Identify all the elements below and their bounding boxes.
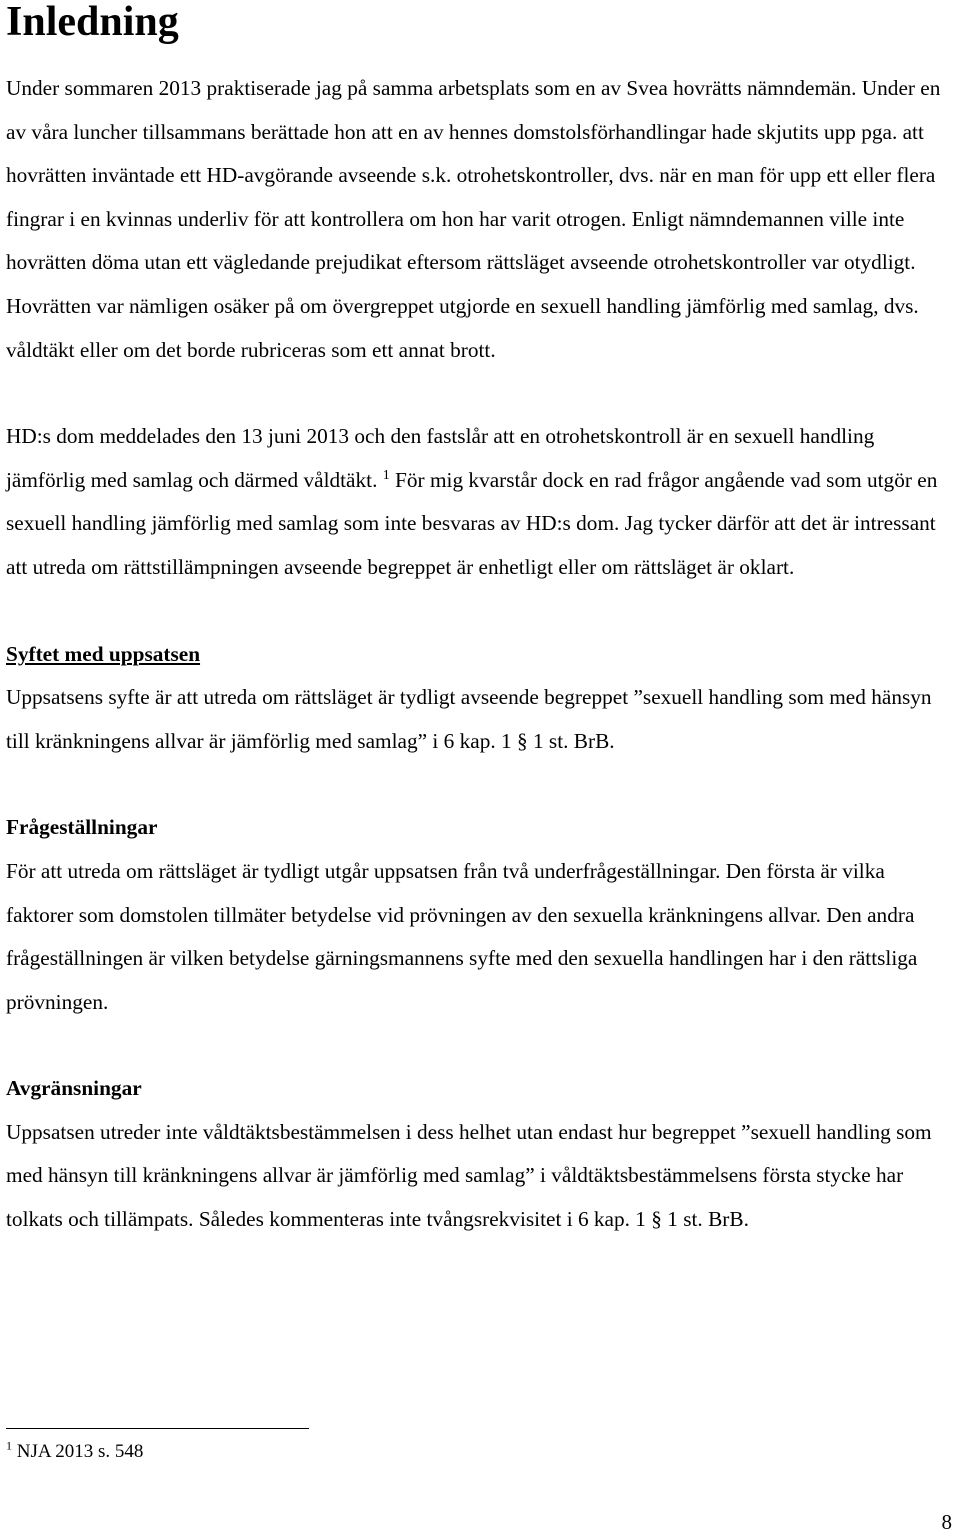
section-heading-fragestallningar: Frågeställningar — [6, 815, 158, 840]
page-title: Inledning — [6, 0, 179, 45]
document-page — [6, 0, 956, 1242]
section-heading-syfte: Syftet med uppsatsen — [6, 641, 201, 666]
footnote — [6, 1440, 143, 1464]
footnote-separator — [6, 1428, 309, 1429]
footnote-number: 1 — [6, 1438, 12, 1453]
intro-paragraph-1: Under sommaren 2013 praktiserade jag på samma arbetsplats som en av Svea hovrätts nämndemän. Under en av våra luncher tillsammans berättade hon att en av hennes domstolsförhandlingar hade skjutits upp pga. att hovrätten inväntade ett HD-avgörande avseende s.k. otrohetskontroller, dvs. när en man för upp ett eller flera fingrar i en kvinnas underliv för att kontrollera om hon har varit otrogen. Enligt nämndemannen ville inte hovrätten döma utan ett vägledande prejudikat eftersom rättsläget avseende otrohetskontroller var otydligt. Hovrätten var nämligen osäker på om övergreppet utgjorde en sexuell handling jämförlig med samlag, dvs. våldtäkt eller om det borde rubriceras som ett annat brott. — [6, 76, 941, 362]
section-heading-avgransningar: Avgränsningar — [6, 1076, 142, 1101]
intro-paragraph-2-part-b: För mig kvarstår dock en rad frågor angående vad som utgör en sexuell handling jämförlig med samlag som inte besvaras av HD:s dom. Jag tycker därför att det är intressant att utreda om rättstillämpningen avseende begreppet är enhetligt eller om rättsläget är oklart. — [6, 467, 938, 579]
avgransningar-paragraph: Uppsatsen utreder inte våldtäktsbestämmelsen i dess helhet utan endast hur begreppet ”sexuell handling som med hänsyn till kränkningens allvar är jämförlig med samlag” i våldtäktsbestämmelsens första stycke har tolkats och tillämpats. Således kommenteras inte tvångsrekvisitet i 6 kap. 1 § 1 st. BrB. — [6, 1119, 932, 1232]
intro-paragraph-2 — [6, 415, 956, 589]
intro-paragraph-2-part-a: HD:s dom meddelades den 13 juni 2013 och den fastslår att en otrohetskontroll är en sexuell handling jämförlig med samlag och därmed våldtäkt. — [6, 424, 875, 492]
footnote-text: NJA 2013 s. 548 — [12, 1441, 144, 1462]
syfte-paragraph: Uppsatsens syfte är att utreda om rättsläget är tydligt avseende begreppet ”sexuell handling som med hänsyn till kränkningens allvar är jämförlig med samlag” i 6 kap. 1 § 1 st. BrB. — [6, 685, 932, 753]
page-number: 8 — [941, 1510, 952, 1534]
footnote-reference: 1 — [382, 467, 390, 483]
fragestallningar-paragraph: För att utreda om rättsläget är tydligt utgår uppsatsen från två underfrågeställningar. Den första är vilka faktorer som domstolen tillmäter betydelse vid prövningen av den sexuella kränkningens allvar. Den andra frågeställningen är vilken betydelse gärningsmannens syfte med den sexuella handlingen har i den rättsliga prövningen. — [6, 858, 918, 1014]
